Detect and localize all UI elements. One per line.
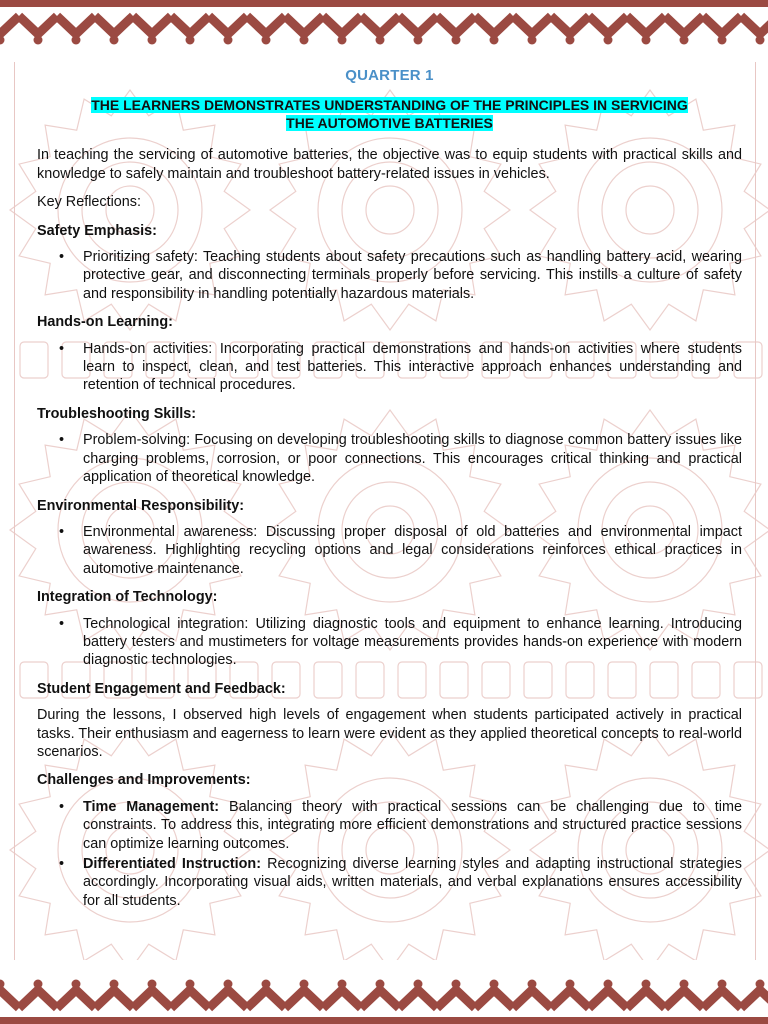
troubleshooting-list — [37, 431, 742, 486]
hands-on-list — [37, 340, 742, 395]
list-item: • Hands-on activities: Incorporating practical demonstrations and hands-on activities where students learn to inspect, clean, and test batteries. This interactive approach enhances understanding and retention of technical procedures. — [59, 340, 742, 394]
title-line-2: THE AUTOMOTIVE BATTERIES — [286, 115, 493, 132]
bullet-icon: • — [59, 856, 65, 872]
environment-list — [37, 523, 742, 578]
key-reflections-label: Key Reflections: — [37, 194, 141, 211]
bullet-icon: • — [59, 523, 65, 540]
technology-heading: Integration of Technology: — [37, 589, 218, 606]
quarter-heading: QUARTER 1 — [345, 67, 434, 84]
safety-heading: Safety Emphasis: — [37, 222, 157, 239]
challenges-list — [37, 798, 742, 910]
engagement-paragraph: During the lessons, I observed high levels of engagement when students participated actively in practical tasks. Their enthusiasm and eagerness to learn were evident as they applied theoretical concepts to real-world scenarios. — [37, 707, 742, 760]
bullet-icon: • — [59, 249, 65, 266]
list-item: • Problem-solving: Focusing on developing troubleshooting skills to diagnose common battery issues like charging problems, corrosion, or poor connections. This encourages critical thinking and practical application of theoretical knowledge. — [59, 432, 742, 486]
hands-on-heading: Hands-on Learning: — [37, 314, 173, 331]
decorative-border-top — [0, 0, 768, 64]
list-item: • Prioritizing safety: Teaching students about safety precautions such as handling battery acid, wearing protective gear, and disconnecting terminals properly before servicing. This instills a culture of safety and responsibility in handling potentially hazardous materials. — [59, 249, 742, 302]
intro-paragraph: In teaching the servicing of automotive batteries, the objective was to equip students with practical skills and knowledge to safely maintain and troubleshoot battery-related issues in vehicles. — [37, 147, 742, 182]
list-item: • Environmental awareness: Discussing proper disposal of old batteries and environmental impact awareness. Highlighting recycling options and legal considerations reinforces ethical practices in automotive maintenance. — [59, 523, 742, 577]
troubleshooting-heading: Troubleshooting Skills: — [37, 405, 197, 422]
environment-heading: Environmental Responsibility: — [37, 497, 245, 514]
item-label: Time Management: — [83, 798, 220, 815]
list-item: • Differentiated Instruction: Recognizing diverse learning styles and adapting instructional strategies accordingly. Incorporating visual aids, written materials, and verbal explanations ensures accessibility for all students. — [59, 856, 742, 909]
title-line-1: THE LEARNERS DEMONSTRATES UNDERSTANDING OF THE PRINCIPLES IN SERVICING — [91, 97, 688, 114]
list-item: • Technological integration: Utilizing diagnostic tools and equipment to enhance learning. Introducing battery testers and mustimeters for voltage measurements provides hands-on experience with modern diagnostic technologies. — [59, 615, 742, 669]
item-label: Differentiated Instruction: — [83, 856, 262, 872]
engagement-heading: Student Engagement and Feedback: — [37, 680, 286, 697]
bullet-icon: • — [59, 615, 65, 632]
document-body — [37, 64, 742, 920]
technology-list — [37, 615, 742, 670]
document-title — [37, 96, 742, 132]
bullet-icon: • — [59, 432, 65, 449]
decorative-border-bottom — [0, 960, 768, 1024]
safety-list — [37, 248, 742, 303]
bullet-icon: • — [59, 340, 65, 357]
list-item: • Time Management: Balancing theory with practical sessions can be challenging due to time constraints. To address this, integrating more efficient demonstrations and structured practice sessions can optimize learning outcomes. — [59, 798, 742, 852]
bullet-icon: • — [59, 798, 65, 815]
challenges-heading: Challenges and Improvements: — [37, 772, 251, 789]
